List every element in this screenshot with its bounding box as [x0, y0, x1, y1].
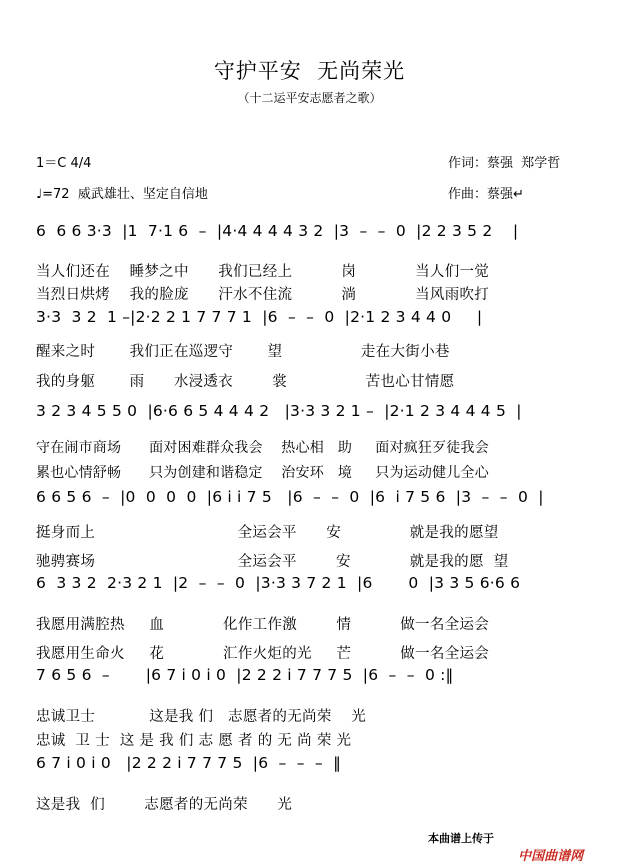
lyric-line-1a: 当人们还在 睡梦之中 我们已经上 岗 当人们一觉 [36, 264, 490, 280]
lyric-line-4b: 驰骋赛场 全运会平 安 就是我的愿 望 [36, 554, 509, 570]
song-title: 守护平安 无尚荣光 [213, 59, 406, 83]
lyric-line-3a: 守在闹市商场 面对困难群众我会 热心相 助 面对疯狂歹徒我会 [36, 440, 489, 456]
song-subtitle: （十二运平安志愿者之歌） [237, 91, 382, 105]
site-logo [508, 826, 583, 864]
notation-line-4: 6 6 5 6 – |0 0 0 0 |6 i i 7 5 |6 – – 0 |6 i 7 5 6 |3 – – 0 | [36, 488, 544, 506]
notation-line-5: 6 3 3 2 2·3 2 1 |2 – – 0 |3·3 3 7 2 1 |6 0 |3 3 5 6·6 6 [36, 574, 521, 592]
lyric-line-4a: 挺身而上 全运会平 安 就是我的愿望 [36, 525, 499, 541]
key-signature: 1＝C 4/4 [36, 156, 92, 171]
lyric-line-5a: 我愿用满腔热 血 化作工作激 情 做一名全运会 [36, 617, 490, 633]
notation-line-6: 7 6 5 6 – |6 7 i 0 i 0 |2 2 2 i 7 7 7 5 |6 – – 0 :‖ [36, 666, 454, 684]
notation-line-3: 3 2 3 4 5 5 0 |6·6 6 5 4 4 4 2 |3·3 3 2 1 – |2·1 2 3 4 4 4 5 | [36, 402, 522, 420]
lyric-line-6b: 忠诚 卫 士 这 是 我 们 志 愿 者 的 无 尚 荣 光 [36, 733, 352, 749]
tempo-marking: ♩=72 威武雄壮、坚定自信地 [36, 187, 208, 202]
lyric-line-3b: 累也心情舒畅 只为创建和谐稳定 治安环 境 只为运动健儿全心 [36, 465, 489, 481]
notation-line-2: 3·3 3 2 1 –|2·2 2 1 7 7 7 1 |6 – – 0 |2·1 2 3 4 4 0 | [36, 308, 483, 326]
lyric-line-2b: 我的身躯 雨 水浸透衣 裳 苦也心甘情愿 [36, 374, 455, 390]
lyric-line-7a: 这是我 们 志愿者的无尚荣 光 [36, 797, 293, 813]
lyric-line-5b: 我愿用生命火 花 汇作火炬的光 芒 做一名全运会 [36, 646, 490, 662]
composer-credit: 作曲：蔡强↵ [448, 187, 524, 202]
upload-note: 本曲谱上传于 [428, 832, 494, 845]
lyric-line-6a: 忠诚卫士 这是我 们 志愿者的无尚荣 光 [36, 709, 367, 725]
notation-line-7: 6 7 i 0 i 0 |2 2 2 i 7 7 7 5 |6 – – – ‖ [36, 754, 342, 772]
lyric-line-1b: 当烈日烘烤 我的脸庞 汗水不住流 淌 当风雨吹打 [36, 287, 490, 303]
site-logo-text: 中国曲谱网 [518, 849, 584, 864]
lyric-line-2a: 醒来之时 我们正在巡逻守 望 走在大街小巷 [36, 344, 450, 360]
notation-line-1: 6 6 6 3·3 |1 7·1 6 – |4·4 4 4 4 3 2 |3 – – 0 |2 2 3 5 2 | [36, 222, 519, 240]
lyricist-credit: 作词：蔡强 郑学哲 [448, 156, 561, 171]
